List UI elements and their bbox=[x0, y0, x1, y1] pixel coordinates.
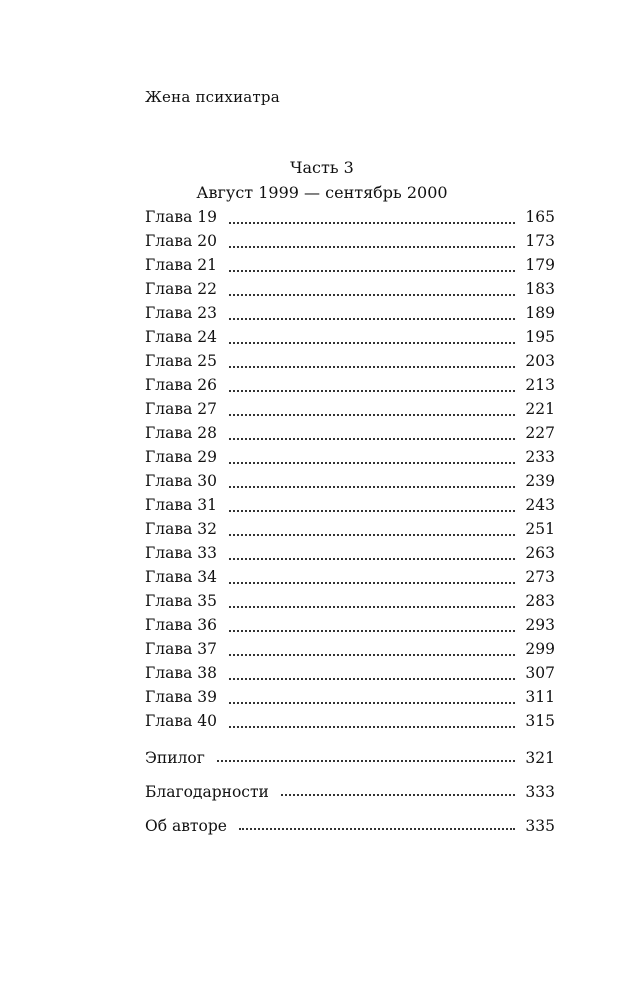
toc-entry-label: Об авторе bbox=[145, 817, 227, 835]
toc-entry-page-number: 183 bbox=[525, 280, 555, 298]
dot-leader bbox=[229, 294, 515, 296]
toc-entry-page-number: 213 bbox=[525, 376, 555, 394]
toc-entry-page-number: 189 bbox=[525, 304, 555, 322]
toc-entry-label: Глава 38 bbox=[145, 664, 217, 682]
toc-chapter-row bbox=[145, 445, 555, 469]
toc-chapter-row bbox=[145, 277, 555, 301]
toc-entry-label: Глава 31 bbox=[145, 496, 217, 514]
dot-leader bbox=[229, 366, 515, 368]
back-matter-list bbox=[145, 741, 555, 843]
toc-chapter-row bbox=[145, 589, 555, 613]
dot-leader bbox=[229, 246, 515, 248]
toc-entry-label: Глава 39 bbox=[145, 688, 217, 706]
toc-entry-label: Глава 33 bbox=[145, 544, 217, 562]
dot-leader bbox=[229, 222, 515, 224]
dot-leader bbox=[229, 438, 515, 440]
toc-entry-page-number: 227 bbox=[525, 424, 555, 442]
toc-entry-label: Глава 40 bbox=[145, 712, 217, 730]
part-subtitle: Август 1999 — сентябрь 2000 bbox=[196, 183, 448, 202]
dot-leader bbox=[229, 534, 515, 536]
dot-leader bbox=[229, 702, 515, 704]
toc-entry-label: Глава 36 bbox=[145, 616, 217, 634]
toc-chapter-row bbox=[145, 301, 555, 325]
toc-entry-page-number: 221 bbox=[525, 400, 555, 418]
dot-leader bbox=[229, 630, 515, 632]
dot-leader bbox=[229, 318, 515, 320]
toc-entry-label: Глава 19 bbox=[145, 208, 217, 226]
dot-leader bbox=[229, 510, 515, 512]
toc-entry-label: Глава 30 bbox=[145, 472, 217, 490]
toc-chapter-row bbox=[145, 661, 555, 685]
toc-chapter-row bbox=[145, 469, 555, 493]
chapter-list bbox=[145, 205, 555, 733]
toc-chapter-row bbox=[145, 373, 555, 397]
toc-entry-page-number: 311 bbox=[525, 688, 555, 706]
dot-leader bbox=[229, 558, 515, 560]
toc-chapter-row bbox=[145, 397, 555, 421]
dot-leader bbox=[217, 760, 515, 762]
toc-entry-label: Глава 21 bbox=[145, 256, 217, 274]
toc-chapter-row bbox=[145, 205, 555, 229]
toc-entry-label: Глава 32 bbox=[145, 520, 217, 538]
dot-leader bbox=[229, 654, 515, 656]
toc-entry-label: Глава 24 bbox=[145, 328, 217, 346]
toc-entry-label: Глава 22 bbox=[145, 280, 217, 298]
toc-back-matter-row bbox=[145, 741, 555, 775]
dot-leader bbox=[229, 726, 515, 728]
dot-leader bbox=[229, 486, 515, 488]
toc-entry-page-number: 321 bbox=[525, 749, 555, 767]
toc-entry-page-number: 315 bbox=[525, 712, 555, 730]
running-head: Жена психиатра bbox=[145, 88, 280, 106]
toc-entry-label: Глава 28 bbox=[145, 424, 217, 442]
dot-leader bbox=[229, 414, 515, 416]
toc-chapter-row bbox=[145, 349, 555, 373]
toc-entry-page-number: 165 bbox=[525, 208, 555, 226]
toc-chapter-row bbox=[145, 325, 555, 349]
toc-entry-page-number: 203 bbox=[525, 352, 555, 370]
toc-entry-page-number: 283 bbox=[525, 592, 555, 610]
toc-entry-page-number: 299 bbox=[525, 640, 555, 658]
toc-chapter-row bbox=[145, 637, 555, 661]
toc-entry-label: Глава 29 bbox=[145, 448, 217, 466]
dot-leader bbox=[229, 390, 515, 392]
toc-entry-page-number: 307 bbox=[525, 664, 555, 682]
toc-entry-label: Глава 34 bbox=[145, 568, 217, 586]
toc-chapter-row bbox=[145, 253, 555, 277]
toc-chapter-row bbox=[145, 229, 555, 253]
toc-entry-label: Глава 23 bbox=[145, 304, 217, 322]
dot-leader bbox=[229, 606, 515, 608]
toc-entry-page-number: 239 bbox=[525, 472, 555, 490]
toc-entry-page-number: 273 bbox=[525, 568, 555, 586]
part-title: Часть 3 bbox=[290, 158, 354, 177]
dot-leader bbox=[239, 828, 515, 830]
toc-entry-label: Глава 26 bbox=[145, 376, 217, 394]
toc-entry-page-number: 173 bbox=[525, 232, 555, 250]
toc-chapter-row bbox=[145, 565, 555, 589]
dot-leader bbox=[229, 342, 515, 344]
toc-entry-page-number: 179 bbox=[525, 256, 555, 274]
toc-back-matter-row bbox=[145, 809, 555, 843]
toc-chapter-row bbox=[145, 493, 555, 517]
toc-entry-label: Благодарности bbox=[145, 783, 269, 801]
toc-back-matter-row bbox=[145, 775, 555, 809]
toc-chapter-row bbox=[145, 541, 555, 565]
dot-leader bbox=[229, 270, 515, 272]
table-of-contents bbox=[145, 205, 555, 843]
toc-entry-page-number: 293 bbox=[525, 616, 555, 634]
toc-chapter-row bbox=[145, 685, 555, 709]
toc-chapter-row bbox=[145, 709, 555, 733]
toc-entry-label: Глава 37 bbox=[145, 640, 217, 658]
toc-entry-page-number: 195 bbox=[525, 328, 555, 346]
toc-chapter-row bbox=[145, 613, 555, 637]
toc-entry-label: Глава 25 bbox=[145, 352, 217, 370]
toc-entry-page-number: 335 bbox=[525, 817, 555, 835]
toc-entry-label: Эпилог bbox=[145, 749, 205, 767]
toc-entry-label: Глава 27 bbox=[145, 400, 217, 418]
dot-leader bbox=[229, 678, 515, 680]
toc-entry-page-number: 243 bbox=[525, 496, 555, 514]
toc-entry-label: Глава 35 bbox=[145, 592, 217, 610]
toc-chapter-row bbox=[145, 421, 555, 445]
toc-entry-page-number: 263 bbox=[525, 544, 555, 562]
toc-entry-page-number: 333 bbox=[525, 783, 555, 801]
toc-entry-page-number: 251 bbox=[525, 520, 555, 538]
toc-entry-label: Глава 20 bbox=[145, 232, 217, 250]
toc-entry-page-number: 233 bbox=[525, 448, 555, 466]
toc-chapter-row bbox=[145, 517, 555, 541]
dot-leader bbox=[229, 582, 515, 584]
dot-leader bbox=[229, 462, 515, 464]
dot-leader bbox=[281, 794, 515, 796]
